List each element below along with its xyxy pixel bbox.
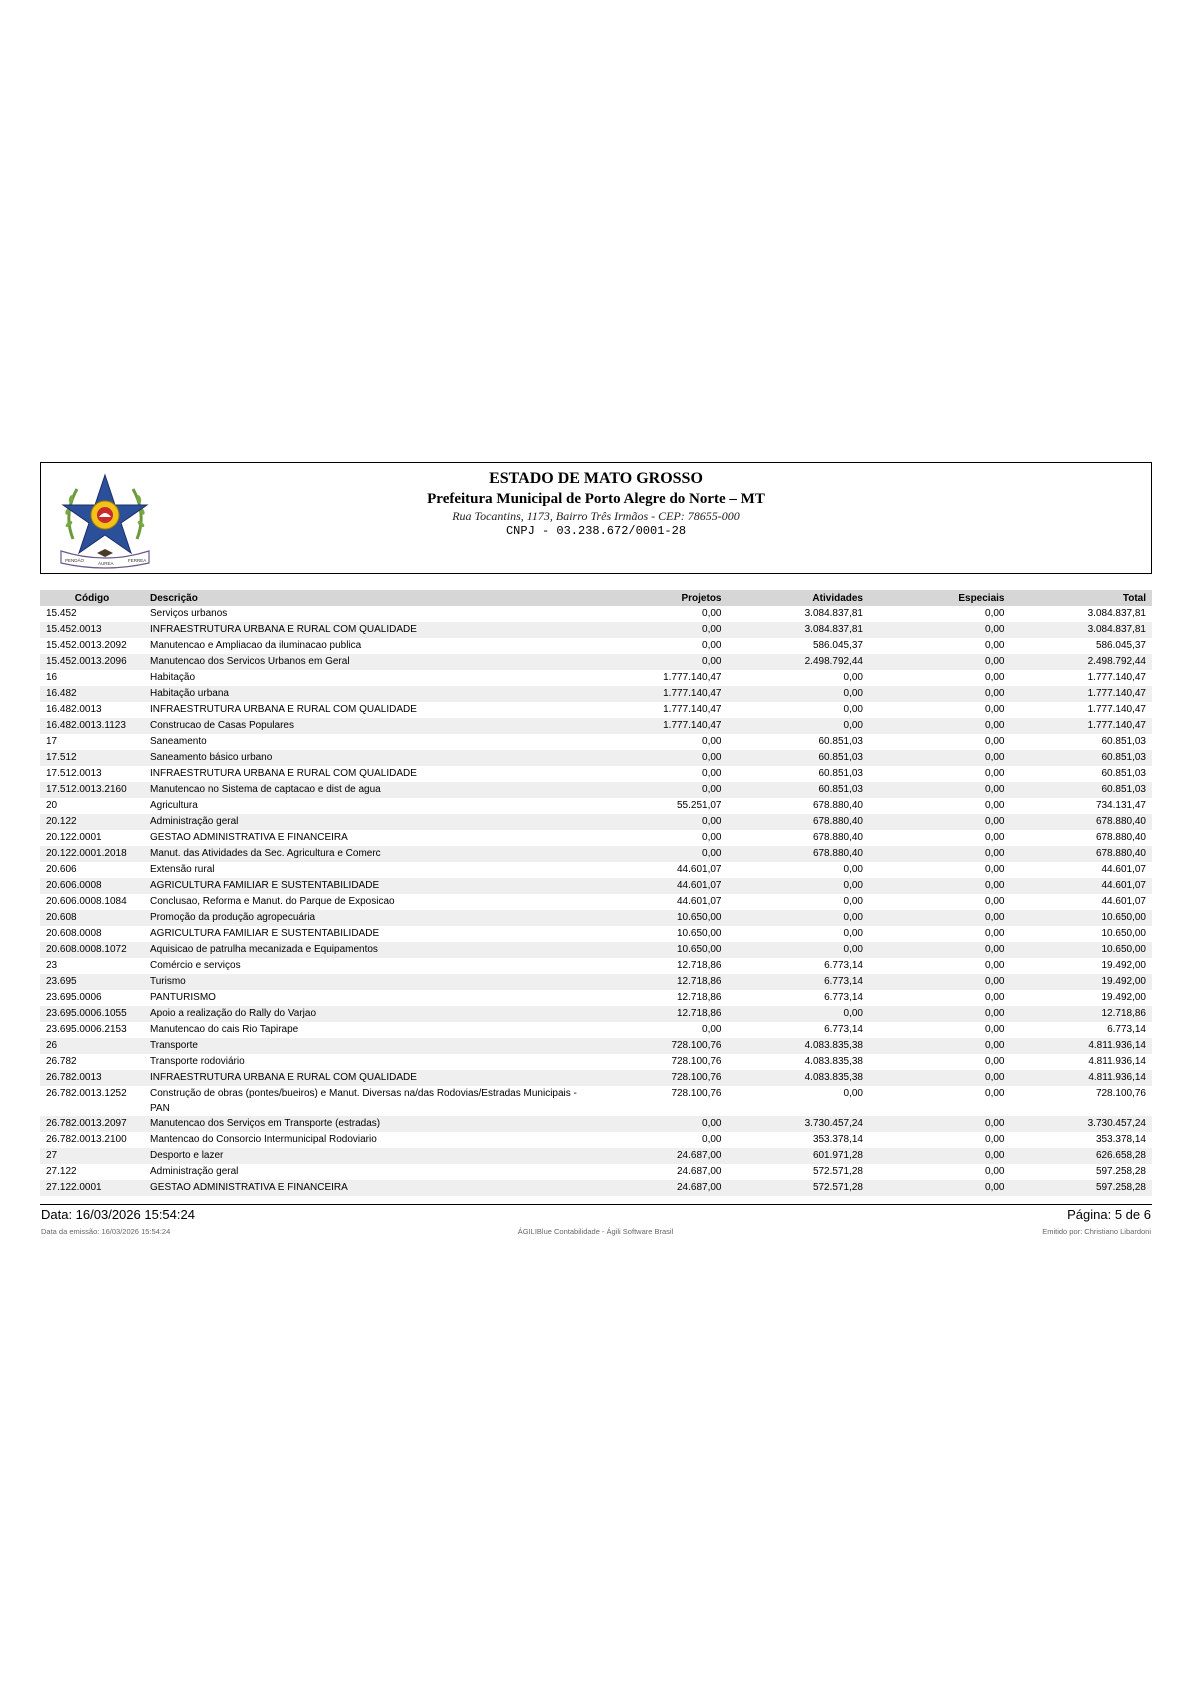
table-row [40, 1038, 1152, 1054]
row-atividades: 678.880,40 [812, 800, 863, 811]
row-atividades: 60.851,03 [818, 768, 863, 779]
row-especiais: 0,00 [869, 1038, 1011, 1054]
table-row [40, 958, 1152, 974]
row-projetos: 1.777.140,47 [586, 686, 728, 702]
cnpj: CNPJ - 03.238.672/0001-28 [505, 524, 687, 538]
row-atividades: 678.880,40 [728, 814, 870, 830]
row-code: 20.122 [40, 814, 144, 830]
row-especiais: 0,00 [985, 640, 1005, 651]
row-code: 16.482.0013 [46, 704, 102, 715]
row-code: 15.452.0013.2092 [46, 640, 127, 651]
row-atividades: 3.084.837,81 [728, 622, 870, 638]
row-especiais: 0,00 [869, 846, 1011, 862]
row-description: INFRAESTRUTURA URBANA E RURAL COM QUALIDADE [150, 768, 417, 779]
row-projetos: 12.718,86 [677, 960, 722, 971]
table-row [40, 862, 1152, 878]
row-description: Manutencao dos Serviços em Transporte (estradas) [144, 1116, 586, 1132]
row-projetos: 0,00 [586, 1116, 728, 1132]
row-especiais: 0,00 [869, 1180, 1011, 1196]
row-description: Habitação [150, 672, 196, 683]
row-description: Agricultura [150, 800, 198, 811]
row-total: 1.777.140,47 [1011, 686, 1153, 702]
table-body [40, 606, 1152, 1196]
row-atividades: 0,00 [843, 928, 863, 939]
row-projetos: 0,00 [702, 608, 722, 619]
table-row [40, 1006, 1152, 1022]
table-header-row [40, 590, 1152, 606]
row-code: 23.695.0006 [46, 992, 102, 1003]
row-atividades: 572.571,28 [728, 1180, 870, 1196]
row-projetos: 12.718,86 [677, 992, 722, 1003]
row-especiais: 0,00 [985, 1056, 1005, 1067]
row-atividades: 2.498.792,44 [728, 654, 870, 670]
row-atividades: 0,00 [728, 1006, 870, 1022]
table-row [40, 990, 1152, 1006]
row-atividades: 4.083.835,38 [728, 1038, 870, 1054]
row-description: Turismo [144, 974, 586, 990]
row-especiais: 0,00 [985, 1134, 1005, 1145]
row-total: 44.601,07 [1101, 864, 1146, 875]
table-row [40, 750, 1152, 766]
row-especiais: 0,00 [985, 960, 1005, 971]
row-total: 12.718,86 [1011, 1006, 1153, 1022]
row-total: 10.650,00 [1011, 942, 1153, 958]
row-description: Conclusao, Reforma e Manut. do Parque de Exposicao [150, 896, 395, 907]
row-description: Manutencao do cais Rio Tapirape [150, 1024, 299, 1035]
row-projetos: 10.650,00 [586, 910, 728, 926]
row-description: Saneamento básico urbano [144, 750, 586, 766]
row-description: Manutencao dos Servicos Urbanos em Geral [144, 654, 586, 670]
row-atividades: 0,00 [843, 704, 863, 715]
row-atividades: 0,00 [728, 942, 870, 958]
table-row [40, 830, 1152, 846]
row-code: 26.782.0013.2097 [40, 1116, 144, 1132]
table-row [40, 798, 1152, 814]
row-code: 15.452.0013.2096 [40, 654, 144, 670]
row-code: 20.606.0008 [40, 878, 144, 894]
row-atividades: 572.571,28 [812, 1166, 863, 1177]
row-description: Aquisicao de patrulha mecanizada e Equipamentos [144, 942, 586, 958]
row-especiais: 0,00 [869, 686, 1011, 702]
row-especiais: 0,00 [985, 704, 1005, 715]
row-projetos: 0,00 [586, 622, 728, 638]
row-description: Habitação urbana [144, 686, 586, 702]
row-code: 27.122.0001 [40, 1180, 144, 1196]
table-row [40, 846, 1152, 862]
row-total: 10.650,00 [1101, 928, 1146, 939]
logo-banner-word: ÁUREA [98, 561, 114, 566]
row-atividades: 0,00 [728, 910, 870, 926]
row-especiais: 0,00 [869, 1116, 1011, 1132]
row-especiais: 0,00 [985, 896, 1005, 907]
row-description: Administração geral [150, 1166, 239, 1177]
municipality-title: Prefeitura Municipal de Porto Alegre do Norte – MT [427, 491, 765, 507]
row-atividades: 0,00 [843, 1088, 863, 1099]
report-header [40, 462, 1152, 574]
row-total: 1.777.140,47 [1011, 718, 1153, 734]
row-projetos: 0,00 [702, 768, 722, 779]
row-total: 4.811.936,14 [1011, 1070, 1153, 1086]
row-especiais: 0,00 [985, 832, 1005, 843]
row-total: 10.650,00 [1011, 910, 1153, 926]
row-projetos: 0,00 [586, 846, 728, 862]
row-description: Manutencao e Ampliacao da iluminacao publica [150, 640, 362, 651]
row-especiais: 0,00 [985, 1088, 1005, 1099]
row-code: 20.608.0008.1072 [40, 942, 144, 958]
col-header-atividades: Atividades [728, 590, 870, 606]
row-total: 19.492,00 [1101, 992, 1146, 1003]
table-row [40, 1132, 1152, 1148]
row-atividades: 3.730.457,24 [728, 1116, 870, 1132]
row-total: 3.084.837,81 [1087, 608, 1146, 619]
row-description: Extensão rural [150, 864, 215, 875]
row-especiais: 0,00 [985, 672, 1005, 683]
row-atividades: 0,00 [843, 864, 863, 875]
row-projetos: 728.100,76 [586, 1070, 728, 1086]
table-row [40, 1070, 1152, 1086]
row-code: 17.512.0013 [46, 768, 102, 779]
row-code: 20.606 [46, 864, 77, 875]
row-total: 19.492,00 [1011, 974, 1153, 990]
page-number: Página: 5 de 6 [1067, 1207, 1151, 1222]
row-projetos: 0,00 [702, 736, 722, 747]
footer-date: Data: 16/03/2026 15:54:24 [41, 1207, 195, 1222]
table-row [40, 702, 1152, 718]
row-description: Construcao de Casas Populares [144, 718, 586, 734]
row-total: 728.100,76 [1095, 1088, 1146, 1099]
row-atividades: 0,00 [728, 718, 870, 734]
row-description: Promoção da produção agropecuária [144, 910, 586, 926]
state-title: ESTADO DE MATO GROSSO [489, 470, 703, 487]
row-total: 3.084.837,81 [1011, 622, 1153, 638]
row-description: Construção de obras (pontes/bueiros) e Manut. Diversas na/das Rodovias/Estradas Municipais - PAN [150, 1088, 577, 1114]
row-code: 17.512 [40, 750, 144, 766]
row-code: 20 [46, 800, 58, 811]
row-total: 678.880,40 [1011, 846, 1153, 862]
row-code: 23.695 [40, 974, 144, 990]
row-projetos: 0,00 [702, 832, 722, 843]
row-projetos: 0,00 [586, 782, 728, 798]
row-atividades: 0,00 [728, 878, 870, 894]
row-projetos: 728.100,76 [671, 1056, 722, 1067]
row-description: INFRAESTRUTURA URBANA E RURAL COM QUALIDADE [144, 1070, 586, 1086]
col-header-total: Total [1011, 590, 1153, 606]
row-code: 27 [40, 1148, 144, 1164]
row-projetos: 44.601,07 [677, 864, 722, 875]
row-atividades: 0,00 [728, 686, 870, 702]
row-description: Saneamento [150, 736, 207, 747]
table-row [40, 670, 1152, 686]
row-especiais: 0,00 [869, 814, 1011, 830]
row-atividades: 586.045,37 [812, 640, 863, 651]
row-total: 60.851,03 [1011, 782, 1153, 798]
table-row [40, 654, 1152, 670]
row-description: Desporto e lazer [144, 1148, 586, 1164]
row-code: 16.482.0013.1123 [40, 718, 144, 734]
table-row [40, 766, 1152, 782]
row-code: 26.782 [46, 1056, 77, 1067]
row-especiais: 0,00 [869, 1006, 1011, 1022]
row-projetos: 10.650,00 [586, 942, 728, 958]
row-projetos: 1.777.140,47 [663, 672, 722, 683]
row-total: 19.492,00 [1101, 960, 1146, 971]
row-total: 60.851,03 [1101, 768, 1146, 779]
row-total: 44.601,07 [1101, 896, 1146, 907]
col-header-projetos: Projetos [586, 590, 728, 606]
row-projetos: 0,00 [702, 1024, 722, 1035]
row-total: 678.880,40 [1095, 832, 1146, 843]
table-row [40, 1116, 1152, 1132]
row-especiais: 0,00 [869, 878, 1011, 894]
row-atividades: 3.084.837,81 [804, 608, 863, 619]
row-atividades: 6.773,14 [728, 974, 870, 990]
row-especiais: 0,00 [985, 608, 1005, 619]
table-row [40, 1022, 1152, 1038]
col-header-code: Código [40, 590, 144, 606]
table-row [40, 910, 1152, 926]
row-projetos: 10.650,00 [677, 928, 722, 939]
row-code: 17 [46, 736, 58, 747]
row-especiais: 0,00 [985, 1024, 1005, 1035]
row-especiais: 0,00 [869, 974, 1011, 990]
row-description: Apoio a realização do Rally do Varjao [144, 1006, 586, 1022]
row-projetos: 0,00 [586, 654, 728, 670]
table-row [40, 686, 1152, 702]
row-atividades: 0,00 [843, 672, 863, 683]
row-especiais: 0,00 [985, 800, 1005, 811]
row-code: 17.512.0013.2160 [40, 782, 144, 798]
row-description: Comércio e serviços [150, 960, 241, 971]
software-credit: ÁGILIBlue Contabilidade - Ágili Software Brasil [517, 1227, 674, 1236]
row-code: 23.695.0006.1055 [40, 1006, 144, 1022]
row-total: 60.851,03 [1011, 750, 1153, 766]
table-row [40, 1148, 1152, 1164]
row-description: Manut. das Atividades da Sec. Agricultura e Comerc [144, 846, 586, 862]
row-total: 4.811.936,14 [1088, 1056, 1146, 1067]
row-projetos: 728.100,76 [586, 1038, 728, 1054]
row-especiais: 0,00 [985, 736, 1005, 747]
row-atividades: 6.773,14 [824, 960, 863, 971]
row-projetos: 12.718,86 [586, 1006, 728, 1022]
row-description: Transporte [144, 1038, 586, 1054]
row-projetos: 55.251,07 [677, 800, 722, 811]
row-description: PANTURISMO [150, 992, 216, 1003]
table-row [40, 814, 1152, 830]
row-code: 23 [46, 960, 58, 971]
row-atividades: 60.851,03 [818, 736, 863, 747]
row-description: Mantencao do Consorcio Intermunicipal Rodoviario [150, 1134, 377, 1145]
row-code: 20.122.0001.2018 [40, 846, 144, 862]
row-especiais: 0,00 [985, 864, 1005, 875]
table-row [40, 894, 1152, 910]
row-atividades: 4.083.835,38 [728, 1070, 870, 1086]
row-total: 734.131,47 [1095, 800, 1146, 811]
row-total: 678.880,40 [1011, 814, 1153, 830]
table-row [40, 1180, 1152, 1196]
row-especiais: 0,00 [869, 718, 1011, 734]
logo-banner-word: FERREA [128, 558, 147, 563]
row-atividades: 60.851,03 [728, 782, 870, 798]
row-projetos: 728.100,76 [671, 1088, 722, 1099]
row-code: 16 [46, 672, 58, 683]
table-row [40, 1054, 1152, 1070]
row-code: 16.482 [40, 686, 144, 702]
col-header-description: Descrição [144, 590, 586, 606]
row-projetos: 44.601,07 [586, 878, 728, 894]
table-row [40, 638, 1152, 654]
row-code: 15.452.0013 [40, 622, 144, 638]
footer-divider [40, 1204, 1152, 1205]
row-especiais: 0,00 [869, 750, 1011, 766]
row-atividades: 601.971,28 [728, 1148, 870, 1164]
row-projetos: 0,00 [586, 750, 728, 766]
row-total: 626.658,28 [1011, 1148, 1153, 1164]
row-description: AGRICULTURA FAMILIAR E SUSTENTABILIDADE [144, 878, 586, 894]
row-especiais: 0,00 [869, 622, 1011, 638]
row-code: 20.608 [40, 910, 144, 926]
table-row [40, 606, 1152, 622]
row-description: AGRICULTURA FAMILIAR E SUSTENTABILIDADE [150, 928, 380, 939]
logo-banner-word: PENDÃO [65, 558, 85, 563]
row-projetos: 0,00 [586, 814, 728, 830]
row-code: 26.782.0013 [40, 1070, 144, 1086]
row-code: 26 [40, 1038, 144, 1054]
table-row [40, 1164, 1152, 1180]
row-atividades: 678.880,40 [728, 846, 870, 862]
row-total: 60.851,03 [1101, 736, 1146, 747]
row-projetos: 24.687,00 [677, 1166, 722, 1177]
budget-table [40, 590, 1152, 1196]
row-projetos: 24.687,00 [586, 1180, 728, 1196]
col-header-especiais: Especiais [869, 590, 1011, 606]
row-total: 6.773,14 [1107, 1024, 1146, 1035]
row-projetos: 24.687,00 [586, 1148, 728, 1164]
row-description: INFRAESTRUTURA URBANA E RURAL COM QUALIDADE [144, 622, 586, 638]
row-code: 26.782.0013.2100 [46, 1134, 127, 1145]
table-row [40, 734, 1152, 750]
row-projetos: 1.777.140,47 [663, 704, 722, 715]
row-atividades: 678.880,40 [812, 832, 863, 843]
row-code: 20.606.0008.1084 [46, 896, 127, 907]
row-atividades: 353.378,14 [812, 1134, 863, 1145]
row-especiais: 0,00 [869, 1070, 1011, 1086]
row-total: 3.730.457,24 [1011, 1116, 1153, 1132]
row-description: GESTAO ADMINISTRATIVA E FINANCEIRA [144, 1180, 586, 1196]
row-description: Manutencao no Sistema de captacao e dist de agua [144, 782, 586, 798]
row-atividades: 6.773,14 [824, 1024, 863, 1035]
row-projetos: 0,00 [702, 640, 722, 651]
row-atividades: 6.773,14 [824, 992, 863, 1003]
row-projetos: 1.777.140,47 [586, 718, 728, 734]
row-atividades: 60.851,03 [728, 750, 870, 766]
row-especiais: 0,00 [869, 654, 1011, 670]
table-row [40, 926, 1152, 942]
row-code: 27.122 [46, 1166, 77, 1177]
table-row [40, 878, 1152, 894]
address: Rua Tocantins, 1173, Bairro Três Irmãos - CEP: 78655-000 [452, 509, 740, 523]
row-especiais: 0,00 [869, 910, 1011, 926]
row-total: 4.811.936,14 [1011, 1038, 1153, 1054]
row-total: 597.258,28 [1011, 1180, 1153, 1196]
row-description: GESTAO ADMINISTRATIVA E FINANCEIRA [150, 832, 348, 843]
row-description: INFRAESTRUTURA URBANA E RURAL COM QUALIDADE [150, 704, 417, 715]
row-projetos: 12.718,86 [586, 974, 728, 990]
table-row [40, 1086, 1152, 1116]
row-total: 1.777.140,47 [1087, 672, 1146, 683]
row-code: 20.122.0001 [46, 832, 102, 843]
row-description: Administração geral [144, 814, 586, 830]
table-row [40, 718, 1152, 734]
row-especiais: 0,00 [985, 992, 1005, 1003]
row-total: 353.378,14 [1095, 1134, 1146, 1145]
row-especiais: 0,00 [869, 942, 1011, 958]
row-total: 1.777.140,47 [1087, 704, 1146, 715]
row-especiais: 0,00 [985, 928, 1005, 939]
row-code: 26.782.0013.1252 [46, 1088, 127, 1099]
row-total: 44.601,07 [1011, 878, 1153, 894]
row-especiais: 0,00 [985, 1166, 1005, 1177]
row-especiais: 0,00 [985, 768, 1005, 779]
row-projetos: 44.601,07 [677, 896, 722, 907]
table-row [40, 942, 1152, 958]
table-row [40, 782, 1152, 798]
row-code: 23.695.0006.2153 [46, 1024, 127, 1035]
row-total: 2.498.792,44 [1011, 654, 1153, 670]
row-especiais: 0,00 [869, 1148, 1011, 1164]
table-row [40, 622, 1152, 638]
row-projetos: 0,00 [702, 1134, 722, 1145]
issued-by: Emitido por: Christiano Libardoni [1042, 1227, 1151, 1236]
row-description: Transporte rodoviário [150, 1056, 245, 1067]
row-code: 15.452 [46, 608, 77, 619]
row-description: Serviços urbanos [150, 608, 228, 619]
table-row [40, 974, 1152, 990]
row-atividades: 0,00 [843, 896, 863, 907]
row-code: 20.608.0008 [46, 928, 102, 939]
row-total: 597.258,28 [1095, 1166, 1146, 1177]
emission-date: Data da emissão: 16/03/2026 15:54:24 [41, 1227, 171, 1236]
row-atividades: 4.083.835,38 [804, 1056, 863, 1067]
row-total: 586.045,37 [1095, 640, 1146, 651]
row-especiais: 0,00 [869, 782, 1011, 798]
